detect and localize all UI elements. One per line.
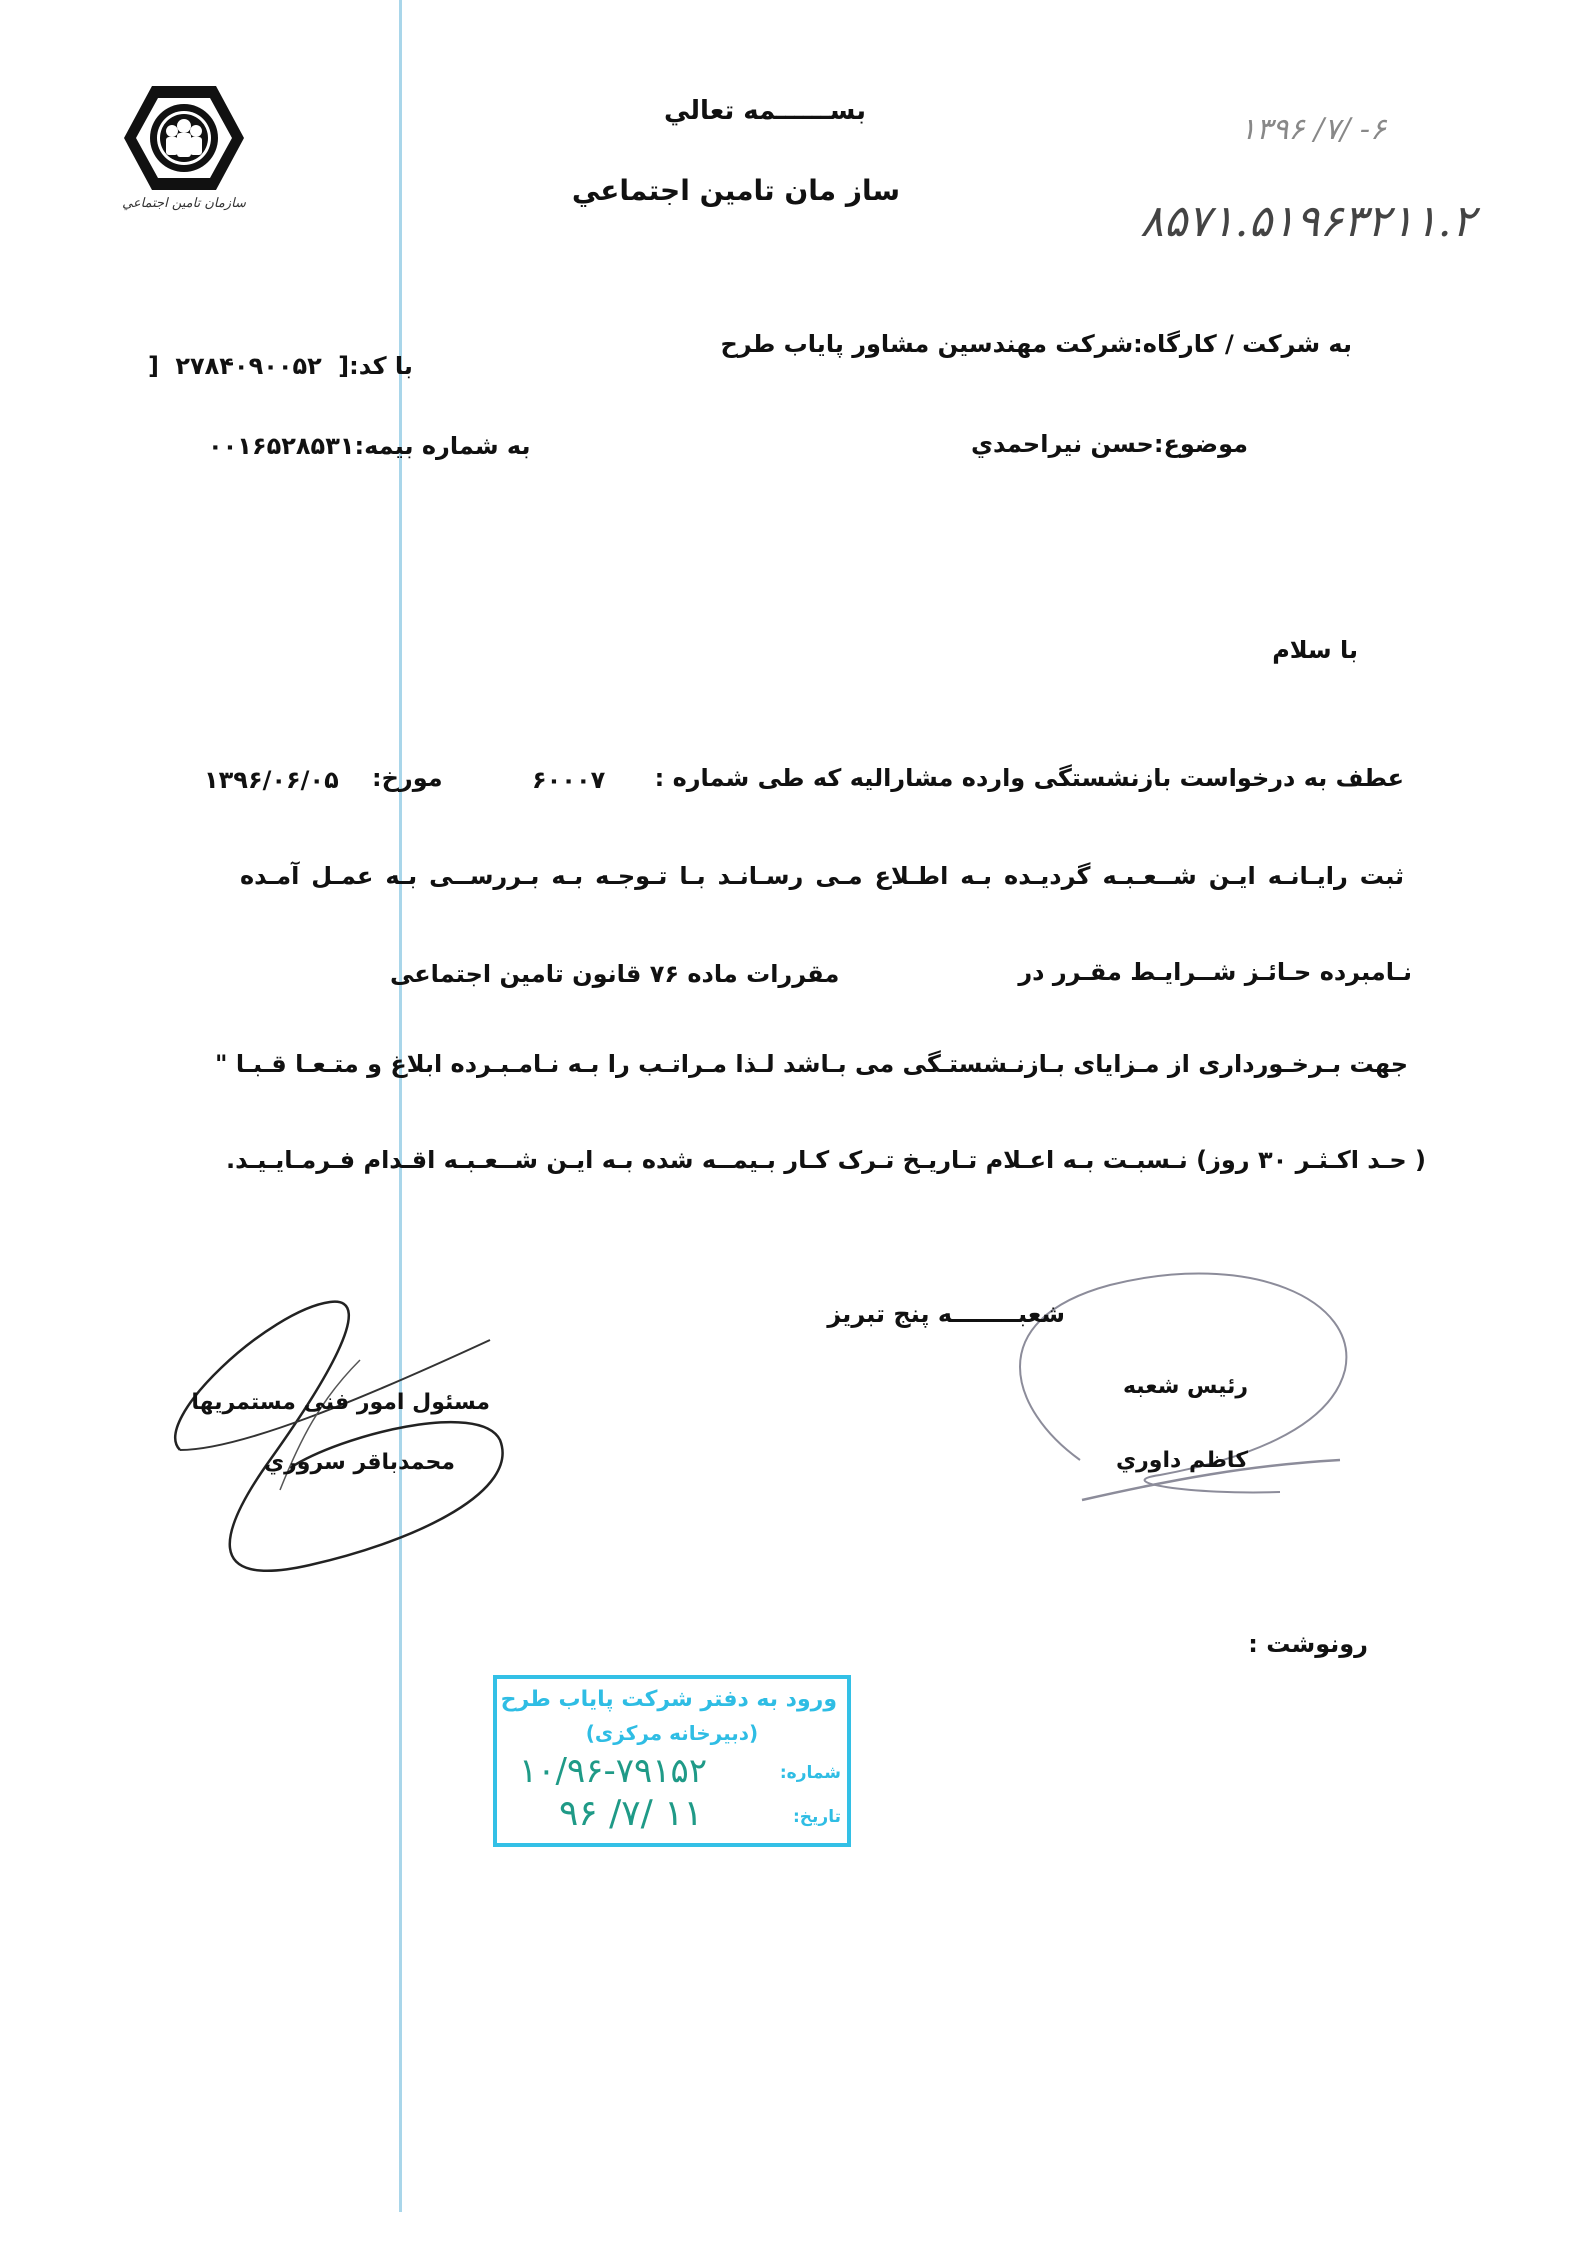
recipient-company: به شرکت / کارگاه:شرکت مهندسين مشاور پاياب طرح xyxy=(720,330,1352,358)
workshop-code xyxy=(148,352,413,380)
stamp-title: ورود به دفتر شركت پاياب طرح xyxy=(500,1687,837,1712)
stamp-date-value: ۹۶ /۷/ ۱۱ xyxy=(559,1793,703,1834)
insurance-value: ۰۰۱۶۵۲۸۵۳۱ xyxy=(208,432,355,460)
stamp-date-label: تاريخ: xyxy=(793,1807,841,1827)
invocation-heading: بســــــمه تعالي xyxy=(663,96,867,126)
code-close-bracket: ] xyxy=(148,352,159,380)
copy-to-label: رونوشت : xyxy=(1248,1630,1368,1658)
handwritten-reference-number: ۸۵۷۱.۵۱۹۶۳۲۱۱.۲ xyxy=(1140,196,1476,247)
request-date-label: مورخ: xyxy=(372,764,443,792)
code-label: با کد:[ xyxy=(338,352,413,380)
stamp-number-value: ۱۰/۹۶-۷۹۱۵۲ xyxy=(519,1751,708,1791)
branch-head-title: رئيس شعبه xyxy=(1122,1374,1248,1399)
body-line-1: عطف به درخواست بازنشستگی وارده مشاراليه که طی شماره : xyxy=(654,764,1404,792)
technical-officer-name: محمدباقر سروري xyxy=(263,1450,455,1475)
scan-artifact-line xyxy=(399,0,402,2212)
organization-title: ساز مان تامين اجتماعي xyxy=(571,174,900,207)
request-number: ۶۰۰۰۷ xyxy=(532,766,606,794)
organization-logo xyxy=(122,82,246,222)
logo-caption: سازمان تامين اجتماعي xyxy=(122,196,246,211)
stamp-subtitle: (دبيرخانه مركزى) xyxy=(585,1721,759,1745)
insurance-number xyxy=(208,432,531,460)
body-line-5: ( حـد اکـثـر ۳۰ روز) نـسبـت بـه اعـلام تـاريـخ تـرک کـار بـيمــه شده بـه ايـن شــعـبـه اقـدام فـرمـايـيـد. xyxy=(226,1146,1426,1174)
subject-line: موضوع:حسن نيراحمدي xyxy=(970,430,1248,458)
greeting: با سلام xyxy=(1272,636,1358,664)
technical-officer-signature xyxy=(160,1290,520,1580)
body-line-4: جهت بـرخـورداری از مـزايای بـازنـشستـگی می بـاشد لـذا مـراتـب را بـه نـامـبـرده ابلاغ و متـعـا قـبـا " xyxy=(214,1050,1408,1078)
code-value: ۲۷۸۴۰۹۰۰۵۲ xyxy=(175,352,322,380)
body-line-3-left: مقررات ماده ۷۶ قانون تامين اجتماعی xyxy=(390,960,840,988)
body-line-3-right: نـامبرده حـائـز شــرايـط مقـرر در xyxy=(1018,958,1412,986)
request-date: ۱۳۹۶/۰۶/۰۵ xyxy=(204,766,339,794)
technical-officer-title: مسئول امور فنی مستمريها xyxy=(191,1390,490,1415)
handwritten-date: ۱۳۹۶ /۷/ -۶ xyxy=(1240,112,1387,147)
branch-name: شعبــــــــه پنج تبريز xyxy=(827,1300,1065,1328)
receipt-stamp xyxy=(493,1675,851,1847)
branch-head-name: کاظم داوري xyxy=(1115,1448,1248,1473)
body-line-2: ثبت رايـانـه ايـن شــعـبـه گرديـده بـه اطـلاع مـی رسـانـد بـا تـوجـه بـه بـررســی بـه عمـل آمـده xyxy=(240,862,1404,890)
stamp-number-label: شماره: xyxy=(779,1763,841,1783)
social-security-emblem-icon xyxy=(122,82,246,194)
insurance-label: به شماره بيمه: xyxy=(354,432,531,460)
